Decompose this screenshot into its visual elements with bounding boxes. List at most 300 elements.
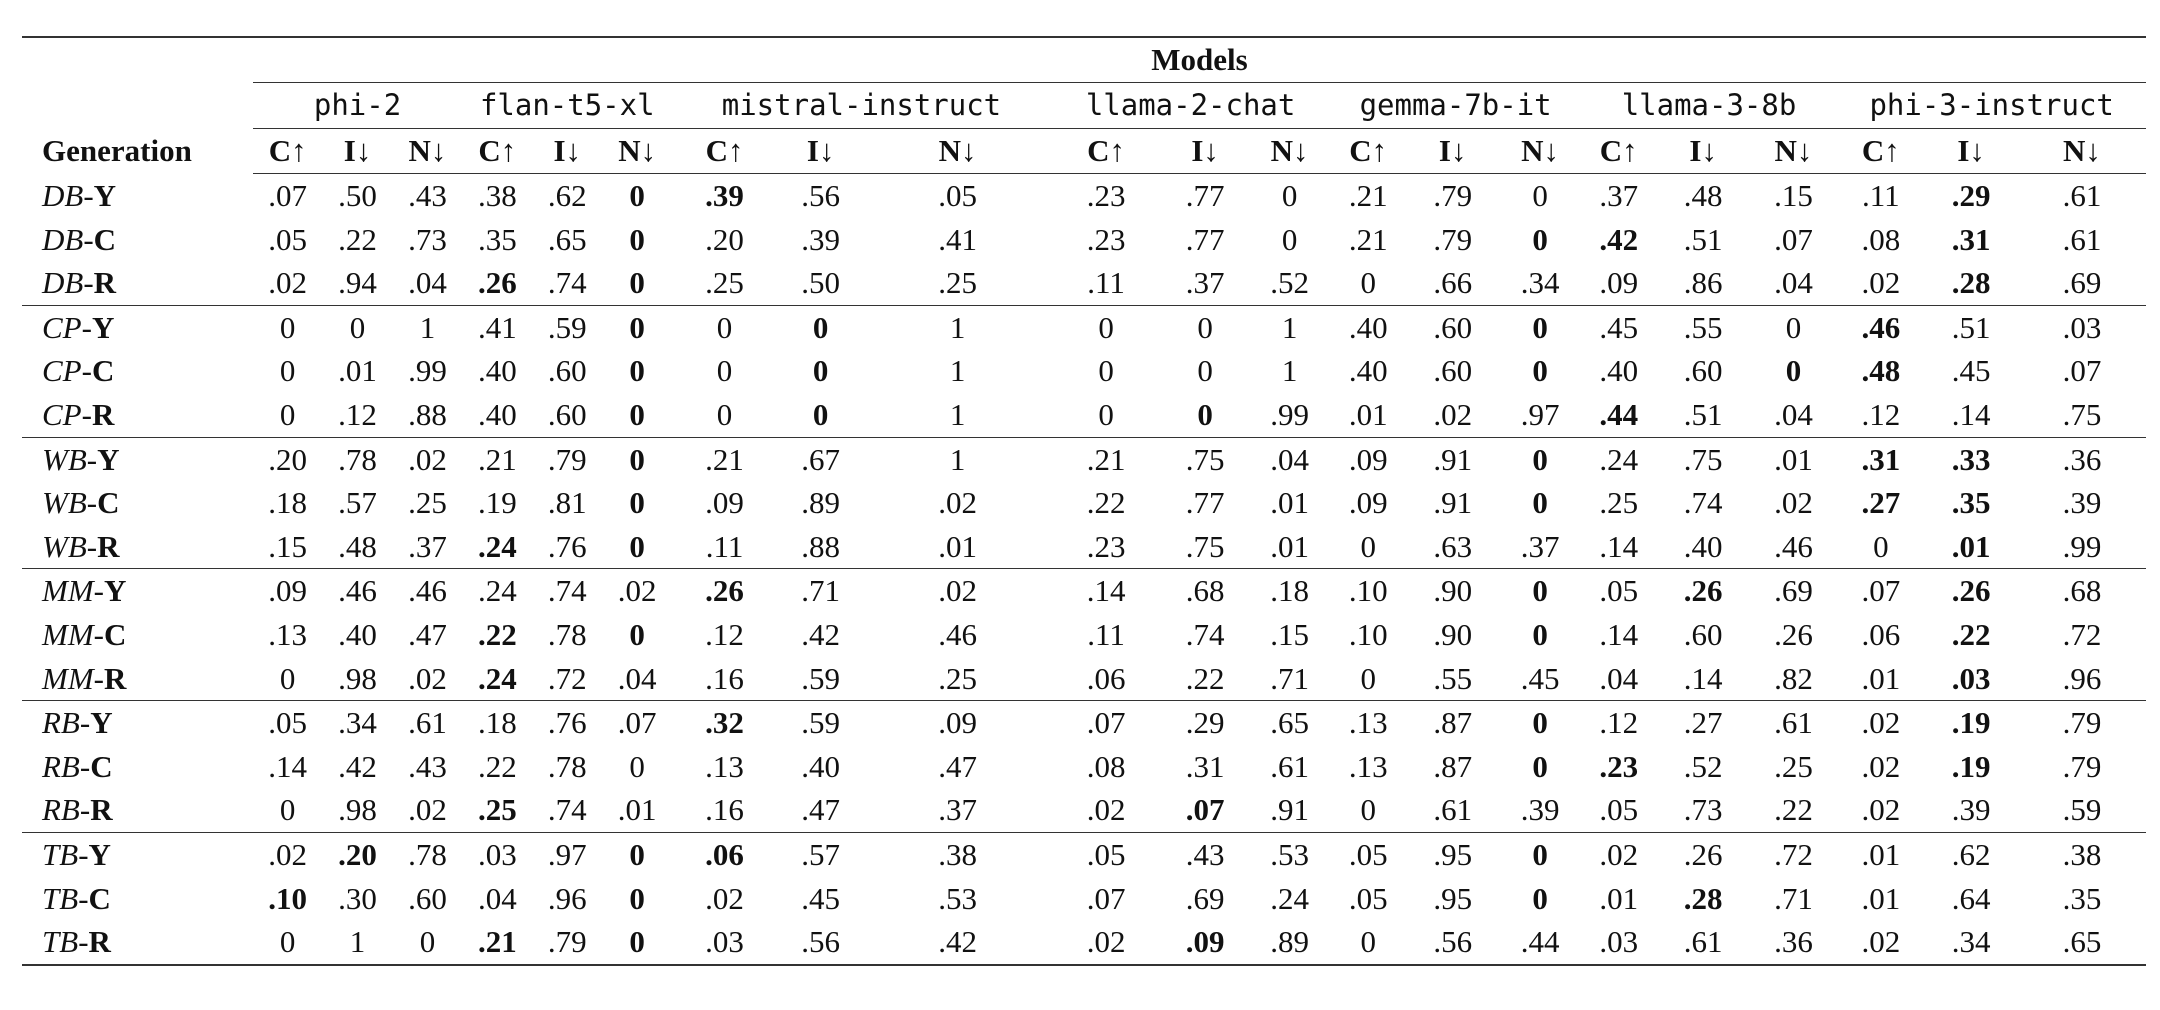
table-cell: [1499, 218, 1581, 262]
table-cell: [1330, 174, 1406, 218]
table-cell: [1161, 613, 1248, 657]
table-cell: [1750, 877, 1837, 921]
cell-value: .21: [1086, 441, 1126, 477]
table-cell: [1330, 569, 1406, 613]
cell-value: .61: [1774, 705, 1813, 741]
cell-value: .89: [801, 485, 841, 521]
cell-value: .04: [1774, 396, 1813, 432]
cell-value-best: .46: [1861, 309, 1901, 345]
table-cell: [462, 218, 532, 262]
table-cell: [393, 877, 463, 921]
model-name-llama-3-8b: llama-3-8b: [1581, 83, 1837, 129]
cell-value: .69: [1774, 573, 1813, 609]
cell-value: .13: [705, 748, 744, 784]
cell-value: .04: [477, 880, 517, 916]
table-cell: [1925, 657, 2018, 701]
table-row: [22, 745, 2146, 789]
cell-value: .34: [1520, 265, 1560, 301]
table-cell: [777, 920, 864, 965]
cell-value: .12: [1599, 705, 1639, 741]
table-cell: [1161, 174, 1248, 218]
table-cell: [777, 613, 864, 657]
table-cell: [1406, 832, 1499, 876]
cell-value-best: .28: [1683, 880, 1723, 916]
cell-value: .09: [1599, 265, 1639, 301]
table-cell: [672, 349, 777, 393]
table-cell: [1161, 437, 1248, 481]
table-cell: [1657, 393, 1750, 437]
cell-value: .47: [938, 748, 977, 784]
cell-value: 0: [1532, 178, 1548, 213]
table-cell: [1657, 657, 1750, 701]
cell-value: 1: [949, 396, 966, 432]
cell-value: .88: [801, 528, 841, 564]
table-cell: [777, 393, 864, 437]
table-cell: [253, 481, 323, 525]
cell-value: .21: [1348, 221, 1388, 257]
table-cell: [393, 174, 463, 218]
table-cell: [1406, 481, 1499, 525]
cell-value-best: .28: [1951, 265, 1991, 301]
table-cell: [672, 393, 777, 437]
cell-value: .73: [408, 221, 447, 257]
table-cell: [1330, 393, 1406, 437]
cell-value: .15: [1270, 616, 1309, 652]
cell-value: .15: [1774, 178, 1813, 213]
table-cell: [1837, 745, 1924, 789]
table-cell: [864, 261, 1050, 305]
cell-value: .26: [1774, 616, 1813, 652]
table-cell: [323, 832, 393, 876]
table-cell: [253, 920, 323, 965]
metric-header: N↓: [1750, 129, 1837, 174]
cell-value-best: 0: [1532, 705, 1548, 741]
cell-value: 0: [279, 353, 296, 389]
cell-value: .01: [1348, 396, 1388, 432]
table-cell: [393, 393, 463, 437]
cell-value: .77: [1185, 221, 1225, 257]
table-cell: [1249, 920, 1331, 965]
table-cell: [1581, 174, 1657, 218]
table-cell: [1581, 657, 1657, 701]
cell-value-best: .21: [477, 924, 517, 960]
table-cell: [602, 920, 672, 965]
table-cell: [1837, 701, 1924, 745]
table-cell: [1837, 261, 1924, 305]
cell-value: .41: [938, 221, 977, 257]
table-row: [22, 393, 2146, 437]
table-cell: [2018, 393, 2146, 437]
table-cell: [1657, 569, 1750, 613]
generation-suffix: Y: [97, 441, 120, 477]
table-cell: [1406, 393, 1499, 437]
cell-value: .59: [2062, 792, 2102, 828]
metric-header: I↓: [532, 129, 602, 174]
table-cell: [602, 174, 672, 218]
cell-value: .01: [1270, 485, 1309, 521]
dataset-abbrev: RB: [42, 792, 80, 828]
cell-value-best: .20: [338, 836, 377, 872]
table-cell: [1330, 657, 1406, 701]
cell-value: .71: [801, 573, 841, 609]
table-cell: [1657, 481, 1750, 525]
table-cell: [1249, 481, 1331, 525]
cell-value: .87: [1433, 748, 1473, 784]
cell-value: .20: [268, 441, 308, 477]
cell-value: 0: [279, 924, 296, 960]
table-cell: [1249, 788, 1331, 832]
cell-value: .31: [1185, 748, 1225, 784]
cell-value: .72: [547, 660, 587, 696]
table-cell: [672, 701, 777, 745]
cell-value: .14: [268, 748, 308, 784]
cell-value-best: .42: [1599, 221, 1639, 257]
table-cell: [462, 920, 532, 965]
table-cell: [602, 218, 672, 262]
table-cell: [532, 877, 602, 921]
table-cell: [1750, 832, 1837, 876]
table-cell: [1051, 393, 1162, 437]
cell-value: .02: [268, 265, 308, 301]
cell-value: .39: [1520, 792, 1560, 828]
table-cell: [1837, 920, 1924, 965]
table-cell: [532, 569, 602, 613]
generation-label: MM-Y: [22, 569, 253, 613]
cell-value: .04: [617, 660, 657, 696]
table-cell: [1161, 349, 1248, 393]
table-cell: [253, 349, 323, 393]
cell-value: .37: [938, 792, 977, 828]
cell-value: .05: [268, 221, 308, 257]
table-cell: [393, 657, 463, 701]
table-cell: [672, 832, 777, 876]
generation-label: WB-Y: [22, 437, 253, 481]
table-cell: [777, 745, 864, 789]
table-cell: [1750, 393, 1837, 437]
table-cell: [2018, 525, 2146, 569]
cell-value-best: 0: [629, 836, 645, 872]
table-cell: [1249, 349, 1331, 393]
cell-value: .73: [1683, 792, 1723, 828]
cell-value: .46: [1774, 528, 1813, 564]
cell-value: 0: [279, 396, 296, 432]
cell-value: .45: [1951, 353, 1991, 389]
cell-value-best: 0: [629, 221, 645, 257]
table-cell: [1161, 920, 1248, 965]
table-row: [22, 437, 2146, 481]
table-cell: [1657, 305, 1750, 349]
cell-value-best: 0: [629, 924, 645, 960]
table-cell: [777, 525, 864, 569]
cell-value-best: 0: [629, 528, 645, 564]
cell-value: .11: [705, 528, 744, 564]
table-cell: [864, 305, 1050, 349]
cell-value: .21: [477, 441, 517, 477]
cell-value: .42: [801, 616, 841, 652]
cell-value: 0: [1281, 221, 1298, 257]
cell-value: .74: [547, 792, 587, 828]
table-row: [22, 877, 2146, 921]
table-cell: [253, 745, 323, 789]
table-cell: [2018, 832, 2146, 876]
cell-value: 0: [419, 924, 436, 960]
cell-value: .40: [477, 396, 517, 432]
metric-header: C↑: [672, 129, 777, 174]
cell-value: .02: [1861, 265, 1901, 301]
cell-value-best: 0: [629, 441, 645, 477]
metric-header: I↓: [777, 129, 864, 174]
table-cell: [1750, 613, 1837, 657]
table-cell: [777, 481, 864, 525]
cell-value: .03: [477, 836, 517, 872]
generation-suffix: R: [97, 528, 120, 564]
table-cell: [1161, 525, 1248, 569]
cell-value: .15: [268, 528, 308, 564]
table-cell: [532, 788, 602, 832]
table-cell: [1051, 745, 1162, 789]
cell-value: .12: [1861, 396, 1901, 432]
metric-header: I↓: [1657, 129, 1750, 174]
table-cell: [1581, 877, 1657, 921]
cell-value: .10: [1348, 616, 1388, 652]
table-cell: [1750, 349, 1837, 393]
cell-value: .75: [1683, 441, 1723, 477]
cell-value: .52: [1683, 748, 1723, 784]
cell-value: .24: [1599, 441, 1639, 477]
cell-value: .44: [1520, 924, 1560, 960]
cell-value: .39: [1951, 792, 1991, 828]
table-cell: [1051, 437, 1162, 481]
cell-value: .60: [1683, 353, 1723, 389]
cell-value: 0: [1360, 924, 1376, 960]
generation-label: CP-Y: [22, 305, 253, 349]
table-cell: [1581, 525, 1657, 569]
cell-value: .50: [338, 178, 377, 213]
table-cell: [1249, 569, 1331, 613]
table-cell: [1750, 481, 1837, 525]
table-cell: [1161, 657, 1248, 701]
cell-value: .22: [1774, 792, 1813, 828]
cell-value: .08: [1861, 221, 1901, 257]
cell-value: .24: [477, 573, 517, 609]
cell-value: .12: [705, 616, 744, 652]
cell-value: .30: [338, 880, 377, 916]
table-cell: [393, 218, 463, 262]
table-cell: [253, 877, 323, 921]
cell-value: .14: [1599, 528, 1639, 564]
cell-value: .89: [1270, 924, 1309, 960]
table-cell: [864, 393, 1050, 437]
empty-corner-2: [22, 83, 253, 129]
cell-value: 0: [1098, 353, 1114, 389]
table-cell: [1161, 218, 1248, 262]
cell-value: .39: [2062, 485, 2102, 521]
table-row: [22, 569, 2146, 613]
cell-value-best: .09: [1185, 924, 1225, 960]
cell-value: .69: [1185, 880, 1225, 916]
cell-value-best: 0: [629, 178, 645, 213]
table-cell: [462, 877, 532, 921]
table-cell: [1051, 261, 1162, 305]
table-cell: [323, 218, 393, 262]
table-cell: [1406, 437, 1499, 481]
table-cell: [602, 261, 672, 305]
table-cell: [462, 393, 532, 437]
cell-value-best: 0: [812, 353, 829, 389]
table-cell: [1581, 745, 1657, 789]
cell-value: .43: [1185, 836, 1225, 872]
cell-value: .61: [1683, 924, 1723, 960]
cell-value: .23: [1086, 221, 1126, 257]
table-cell: [1330, 437, 1406, 481]
table-cell: [1750, 218, 1837, 262]
table-cell: [1837, 174, 1924, 218]
table-cell: [462, 569, 532, 613]
cell-value: .11: [1087, 265, 1125, 301]
dataset-abbrev: TB: [42, 836, 79, 872]
cell-value: .14: [1683, 660, 1723, 696]
table-cell: [393, 701, 463, 745]
cell-value: .52: [1270, 265, 1309, 301]
cell-value-best: .24: [477, 528, 517, 564]
table-cell: [1581, 393, 1657, 437]
table-cell: [253, 613, 323, 657]
cell-value: .16: [705, 792, 744, 828]
cell-value: .25: [1774, 748, 1813, 784]
cell-value: .63: [1433, 528, 1473, 564]
cell-value: .77: [1185, 178, 1225, 213]
table-cell: [1249, 393, 1331, 437]
cell-value: .62: [1951, 836, 1991, 872]
table-cell: [1406, 174, 1499, 218]
cell-value-best: 0: [1532, 836, 1548, 872]
table-cell: [1161, 393, 1248, 437]
cell-value: .40: [477, 353, 517, 389]
table-cell: [1249, 832, 1331, 876]
table-cell: [1581, 218, 1657, 262]
cell-value-best: .10: [268, 880, 308, 916]
generation-suffix: C: [97, 485, 120, 521]
table-cell: [462, 745, 532, 789]
table-cell: [1406, 701, 1499, 745]
cell-value: .37: [1520, 528, 1560, 564]
metric-header: C↑: [1581, 129, 1657, 174]
generation-column-header: Generation: [42, 133, 192, 168]
cell-value: .13: [1348, 705, 1388, 741]
table-cell: [1406, 218, 1499, 262]
table-row: [22, 832, 2146, 876]
table-cell: [864, 701, 1050, 745]
table-cell: [672, 525, 777, 569]
table-cell: [1499, 525, 1581, 569]
metric-header: N↓: [864, 129, 1050, 174]
cell-value: .02: [1774, 485, 1813, 521]
cell-value: .65: [547, 221, 587, 257]
table-cell: [1249, 613, 1331, 657]
cell-value-best: 0: [1532, 221, 1548, 257]
cell-value: .01: [1270, 528, 1309, 564]
cell-value: .99: [408, 353, 447, 389]
table-cell: [2018, 481, 2146, 525]
table-cell: [1161, 305, 1248, 349]
cell-value: .46: [408, 573, 447, 609]
cell-value: .02: [1861, 748, 1901, 784]
table-cell: [602, 437, 672, 481]
results-table: [22, 36, 2146, 966]
table-cell: [1161, 261, 1248, 305]
cell-value: .66: [1433, 265, 1473, 301]
table-cell: [1330, 305, 1406, 349]
cell-value: .09: [938, 705, 977, 741]
generation-label: MM-C: [42, 616, 127, 652]
table-cell: [777, 569, 864, 613]
cell-value: .71: [1774, 880, 1813, 916]
table-cell: [1406, 305, 1499, 349]
table-cell: [1750, 261, 1837, 305]
cell-value: 0: [279, 660, 296, 696]
cell-value: .14: [1599, 616, 1639, 652]
cell-value: 0: [1281, 178, 1298, 213]
cell-value: .13: [1348, 748, 1388, 784]
cell-value: .03: [1599, 924, 1639, 960]
table-cell: [1406, 745, 1499, 789]
cell-value: .45: [1520, 660, 1560, 696]
table-cell: [602, 613, 672, 657]
table-cell: [1750, 525, 1837, 569]
table-cell: [323, 305, 393, 349]
cell-value: .79: [1433, 221, 1473, 257]
cell-value: .64: [1951, 880, 1991, 916]
table-cell: [672, 745, 777, 789]
cell-value: .57: [801, 836, 841, 872]
table-cell: [323, 437, 393, 481]
cell-value-best: .26: [1951, 573, 1991, 609]
cell-value: .98: [338, 660, 377, 696]
cell-value: .43: [408, 178, 447, 213]
cell-value: .90: [1433, 573, 1473, 609]
cell-value: .34: [1951, 924, 1991, 960]
cell-value: .79: [547, 441, 587, 477]
cell-value-best: .22: [477, 616, 517, 652]
table-row: [22, 305, 2146, 349]
cell-value: .50: [801, 265, 841, 301]
table-cell: [2018, 174, 2146, 218]
cell-value-best: .31: [1861, 441, 1901, 477]
cell-value: .01: [1861, 836, 1901, 872]
cell-value: .48: [1683, 178, 1723, 213]
cell-value: .75: [1185, 528, 1225, 564]
table-cell: [1406, 657, 1499, 701]
table-cell: [1925, 920, 2018, 965]
table-cell: [602, 788, 672, 832]
dataset-abbrev: DB: [42, 177, 84, 213]
table-cell: [1581, 920, 1657, 965]
table-cell: [1750, 920, 1837, 965]
table-cell: [253, 788, 323, 832]
generation-suffix: C: [93, 221, 117, 257]
cell-value: .09: [1348, 441, 1388, 477]
cell-value: .02: [1861, 705, 1901, 741]
table-cell: [2018, 657, 2146, 701]
table-cell: [393, 745, 463, 789]
cell-value: .72: [2062, 616, 2102, 652]
table-cell: [672, 261, 777, 305]
table-cell: [2018, 788, 2146, 832]
table-cell: [864, 657, 1050, 701]
cell-value-best: .03: [1951, 660, 1991, 696]
table-cell: [253, 657, 323, 701]
table-cell: [393, 569, 463, 613]
